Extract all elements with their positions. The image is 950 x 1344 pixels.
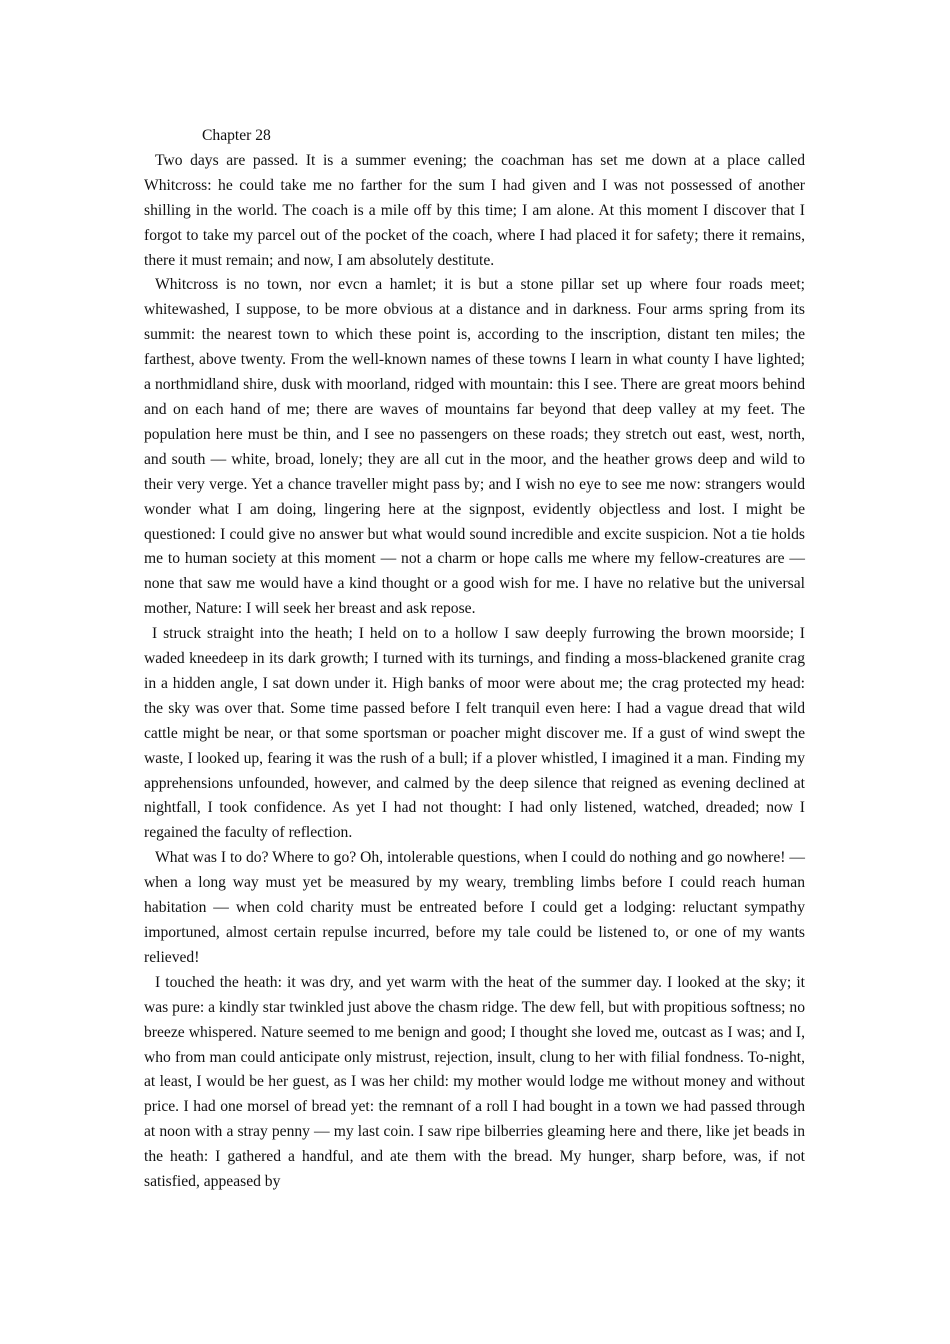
paragraph: I touched the heath: it was dry, and yet warm with the heat of the summer day. I looked at the sky; it was pure: a kindly star twinkled just above the chasm ridge. The dew fell, but with propitious softness; no breeze whispered. Nature seemed to me benign and good; I thought she loved me, outcast as I was; and I, who from man could anticipate only mistrust, rejection, insult, clung to her with filial fondness. To-night, at least, I would be her guest, as I was her child: my mother would lodge me without money and without price. I had one morsel of bread yet: the remnant of a roll I had bought in a town we had passed through at noon with a stray penny — my last coin. I saw ripe bilberries gleaming here and there, like jet beads in the heath: I gathered a handful, and ate them with the bread. My hunger, sharp before, was, if not satisfied, appeased by xyxy=(144,973,805,1191)
page-content xyxy=(144,124,805,1195)
paragraph: What was I to do? Where to go? Oh, intolerable questions, when I could do nothing and go nowhere! — when a long way must yet be measured by my weary, trembling limbs before I could reach human habitation — when cold charity must be entreated before I could get a lodging: reluctant sympathy importuned, almost certain repulse incurred, before my tale could be listened to, or one of my wants relieved! xyxy=(144,849,805,966)
paragraph: Whitcross is no town, nor evcn a hamlet; it is but a stone pillar set up where four roads meet; whitewashed, I suppose, to be more obvious at a distance and in darkness. Four arms spring from its summit: the nearest town to which these point is, according to the inscription, distant ten miles; the farthest, above twenty. From the well-known names of these towns I learn in what county I have lighted; a northmidland shire, dusk with moorland, ridged with mountain: this I see. There are great moors behind and on each hand of me; there are waves of mountains far beyond that deep valley at my feet. The population here must be thin, and I see no passengers on these roads; they stretch out east, west, north, and south — white, broad, lonely; they are all cut in the moor, and the heather grows deep and wild to their very verge. Yet a chance traveller might pass by; and I wish no eye to see me now: strangers would wonder what I am doing, lingering here at the signpost, evidently objectless and lost. I might be questioned: I could give no answer but what would sound incredible and excite suspicion. Not a tie holds me to human society at this moment — not a charm or hope calls me where my fellow-creatures are — none that saw me would have a kind thought or a good wish for me. I have no relative but the universal mother, Nature: I will seek her breast and ask repose. xyxy=(144,276,805,618)
paragraph: Two days are passed. It is a summer evening; the coachman has set me down at a place called Whitcross: he could take me no farther for the sum I had given and I was not possessed of another shilling in the world. The coach is a mile off by this time; I am alone. At this moment I discover that I forgot to take my parcel out of the pocket of the coach, where I had placed it for safety; there it remains, there it must remain; and now, I am absolutely destitute. xyxy=(144,151,805,269)
chapter-title: Chapter 28 xyxy=(202,127,271,144)
paragraph: I struck straight into the heath; I held on to a hollow I saw deeply furrowing the brown moorside; I waded kneedeep in its dark growth; I turned with its turnings, and finding a moss-blackened granite crag in a hidden angle, I sat down under it. High banks of moor were about me; the crag protected my head: the sky was over that. Some time passed before I felt tranquil even here: I had a vague dread that wild cattle might be near, or that some sportsman or poacher might discover me. If a gust of wind swept the waste, I looked up, fearing it was the rush of a bull; if a plover whistled, I imagined it a man. Finding my apprehensions unfounded, however, and calmed by the deep silence that reigned as evening declined at nightfall, I took confidence. As yet I had not thought: I had only listened, watched, dreaded; now I regained the faculty of reflection. xyxy=(144,625,805,842)
